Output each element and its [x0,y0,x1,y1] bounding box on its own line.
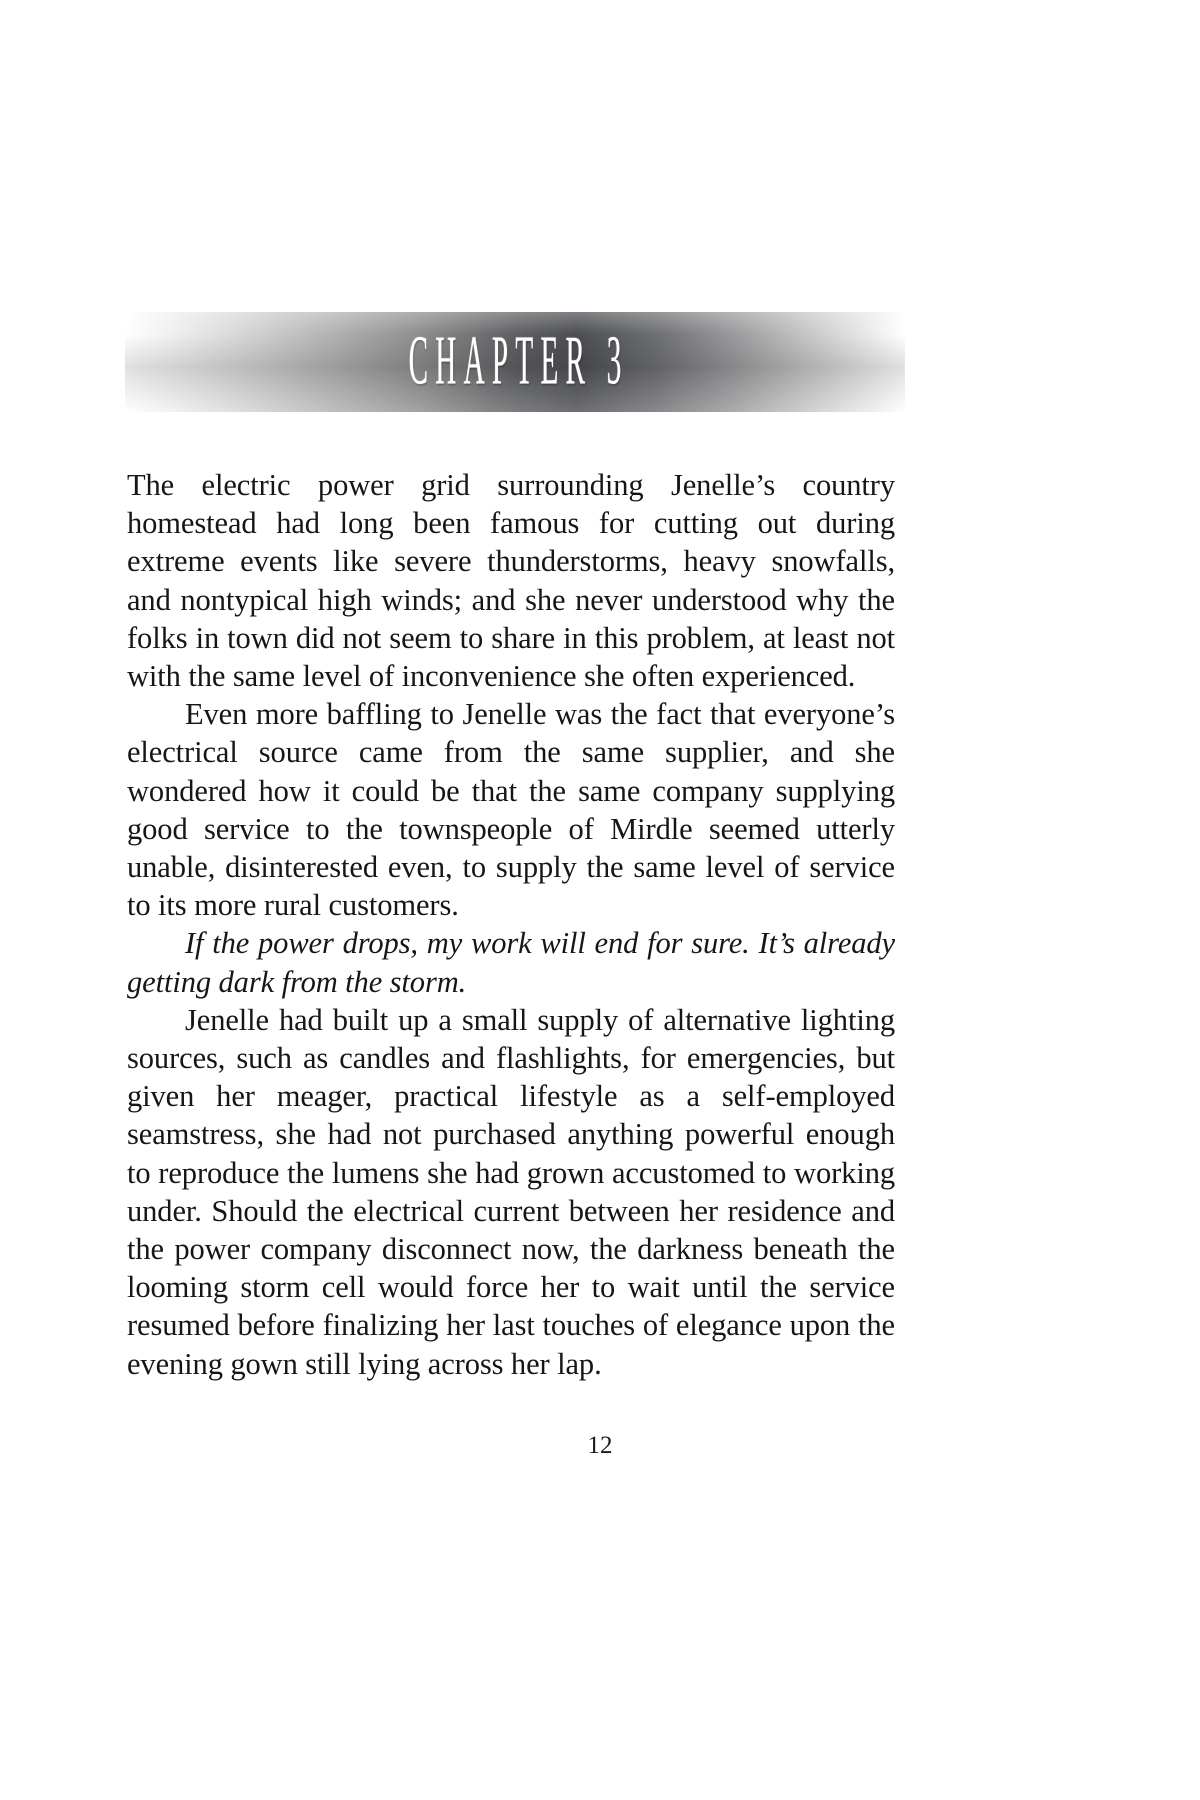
paragraph-4: Jenelle had built up a small supply of alternative lighting sources, such as candles and flashlights, for emergencies, but given her meager, practical lifestyle as a self-employed seamstress, she had not purchased anything powerful enough to reproduce the lumens she had grown accustomed to working under. Should the electrical current between her residence and the power company disconnect now, the darkness beneath the looming storm cell would force her to wait until the service resumed before finalizing her last touches of elegance upon the evening gown still lying across her lap. [127,1002,895,1381]
chapter-header-banner [125,312,905,412]
paragraph-2: Even more baffling to Jenelle was the fact that everyone’s electrical source came from the same supplier, and she wondered how it could be that the same company supplying good service to the townspeople of Mirdle seemed utterly unable, disinterested even, to supply the same level of service to its more rural customers. [127,697,895,923]
page-number: 12 [587,1432,613,1459]
paragraph-1: The electric power grid surrounding Jenelle’s country homestead had long been famous for cutting out during extreme events like severe thunderstorms, heavy snowfalls, and nontypical high winds; and she never understood why the folks in town did not seem to share in this problem, at least not with the same level of inconvenience she often experienced. [127,468,895,694]
body-text-block [127,466,895,1383]
chapter-title: CHAPTER 3 [408,323,629,400]
paragraph-3-inner-thought: If the power drops, my work will end for sure. It’s already getting dark from the storm. [127,926,895,999]
